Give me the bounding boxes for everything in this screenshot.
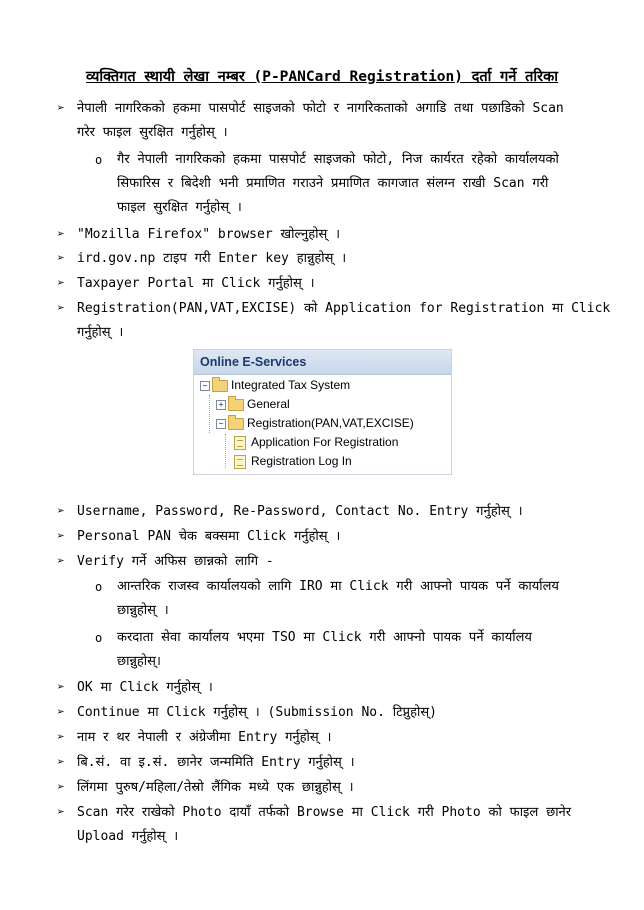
bullet-arrow-icon: ➢ [57, 805, 65, 820]
item-line: नाम र थर नेपाली र अंग्रेजीमा Entry गर्नुहोस् । [77, 730, 332, 745]
sub-list-item [95, 148, 625, 220]
bullet-arrow-icon: ➢ [57, 554, 65, 569]
tree-node-registration[interactable] [216, 414, 414, 433]
item-line: Verify गर्ने अफिस छान्नको लागि - [77, 554, 274, 569]
bullet-circle-icon: o [95, 153, 103, 167]
item-line: छान्नुहोस् । [117, 603, 169, 618]
sub-list-item [95, 575, 625, 623]
tree-node-general[interactable] [216, 395, 290, 414]
item-line: करदाता सेवा कार्यालय भएमा TSO मा Click गरी आफ्नो पायक पर्ने कार्यालय [117, 630, 532, 645]
item-line: लिंगमा पुरुष/महिला/तेस्रो लैंगिक मध्ये एक छान्नुहोस् । [77, 780, 354, 795]
item-line: गरेर फाइल सुरक्षित गर्नुहोस् । [77, 125, 228, 140]
item-line: नेपाली नागरिकको हकमा पासपोर्ट साइजको फोटो र नागरिकताको अगाडि तथा पछाडिको Scan [77, 101, 564, 116]
list-item [57, 272, 617, 296]
bullet-arrow-icon: ➢ [57, 504, 65, 519]
list-item [57, 701, 617, 725]
panel-header: Online E-Services [194, 350, 451, 375]
bullet-arrow-icon: ➢ [57, 251, 65, 266]
tree-label: Application For Registration [251, 435, 399, 449]
online-e-services-screenshot [193, 349, 452, 475]
item-line: सिफारिस र बिदेशी भनी प्रमाणित गराउने प्रमाणित कागजात संलग्न राखी Scan गरी [117, 176, 549, 191]
bullet-arrow-icon: ➢ [57, 101, 65, 116]
folder-icon [228, 399, 244, 411]
list-item [57, 525, 617, 549]
list-item [57, 776, 617, 800]
list-item [57, 223, 617, 247]
item-line: "Mozilla Firefox" browser खोल्नुहोस् । [77, 227, 341, 242]
item-line: गैर नेपाली नागरिकको हकमा पासपोर्ट साइजको फोटो, निज कार्यरत रहेको कार्यालयको [117, 152, 559, 167]
list-item [57, 751, 617, 775]
folder-open-icon [228, 418, 244, 430]
item-line: Personal PAN चेक बक्समा Click गर्नुहोस् । [77, 529, 341, 544]
tree-connector [209, 395, 210, 433]
tree-label: General [247, 397, 290, 411]
bullet-arrow-icon: ➢ [57, 301, 65, 316]
list-item [57, 801, 617, 849]
tree-label: Registration Log In [251, 454, 352, 468]
tree-connector [225, 434, 226, 468]
item-line: आन्तरिक राजस्व कार्यालयको लागि IRO मा Click गरी आफ्नो पायक पर्ने कार्यालय [117, 579, 559, 594]
item-line: Taxpayer Portal मा Click गर्नुहोस् । [77, 276, 315, 291]
item-line: छान्नुहोस्। [117, 654, 161, 669]
document-icon [234, 436, 246, 450]
list-item [57, 726, 617, 750]
tree-node-root[interactable] [200, 376, 350, 395]
item-line: Scan गरेर राखेको Photo दायाँ तर्फको Browse मा Click गरी Photo को फाइल छानेर [77, 805, 572, 820]
list-item [57, 676, 617, 700]
bullet-arrow-icon: ➢ [57, 680, 65, 695]
page-title: व्यक्तिगत स्थायी लेखा नम्बर (P-PANCard Registration) दर्ता गर्ने तरिका [86, 69, 558, 85]
item-line: Upload गर्नुहोस् । [77, 829, 179, 844]
sub-list-item [95, 626, 625, 674]
item-line: Registration(PAN,VAT,EXCISE) को Application for Registration मा Click [77, 301, 611, 316]
item-line: ird.gov.np टाइप गरी Enter key हान्नुहोस् । [77, 251, 347, 266]
bullet-arrow-icon: ➢ [57, 529, 65, 544]
collapse-icon[interactable]: − [200, 381, 210, 391]
tree-label: Integrated Tax System [231, 378, 351, 392]
item-line: बि.सं. वा इ.सं. छानेर जन्ममिति Entry गर्नुहोस् । [77, 755, 355, 770]
list-item [57, 97, 617, 145]
folder-open-icon [212, 380, 228, 392]
list-item [57, 550, 617, 574]
list-item [57, 297, 617, 345]
bullet-arrow-icon: ➢ [57, 705, 65, 720]
bullet-arrow-icon: ➢ [57, 227, 65, 242]
document-icon [234, 455, 246, 469]
item-line: OK मा Click गर्नुहोस् । [77, 680, 213, 695]
bullet-circle-icon: o [95, 631, 103, 645]
bullet-circle-icon: o [95, 580, 103, 594]
item-line: गर्नुहोस् । [77, 325, 124, 340]
tree-label: Registration(PAN,VAT,EXCISE) [247, 416, 414, 430]
item-line: Continue मा Click गर्नुहोस् । (Submission No. टिप्नुहोस्) [77, 705, 437, 720]
collapse-icon[interactable]: − [216, 419, 226, 429]
expand-icon[interactable]: + [216, 400, 226, 410]
bullet-arrow-icon: ➢ [57, 780, 65, 795]
list-item [57, 500, 617, 524]
item-line: फाइल सुरक्षित गर्नुहोस् । [117, 200, 242, 215]
tree-node-login[interactable] [234, 452, 352, 471]
item-line: Username, Password, Re-Password, Contact No. Entry गर्नुहोस् । [77, 504, 523, 519]
bullet-arrow-icon: ➢ [57, 730, 65, 745]
bullet-arrow-icon: ➢ [57, 755, 65, 770]
list-item [57, 247, 617, 271]
tree-node-application[interactable] [234, 433, 398, 452]
bullet-arrow-icon: ➢ [57, 276, 65, 291]
